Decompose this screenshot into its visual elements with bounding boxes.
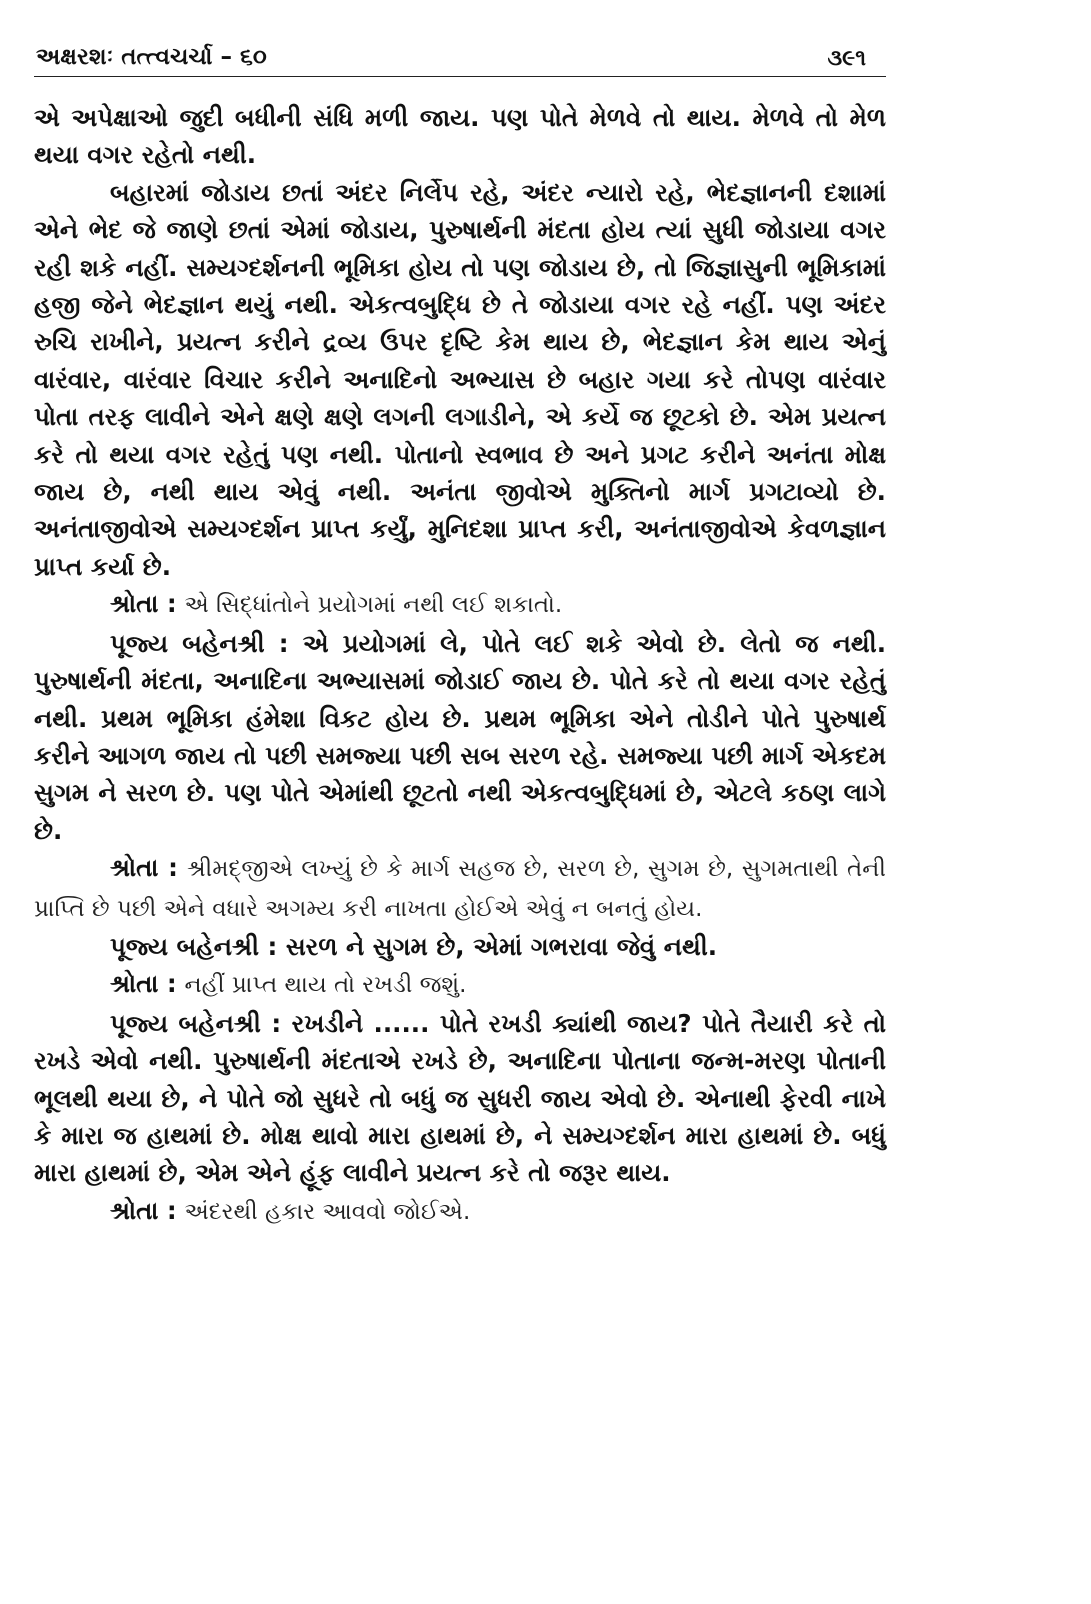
paragraph-0 (34, 99, 886, 174)
paragraph-5 (34, 928, 886, 965)
chapter-title: અક્ષરશઃ તત્ત્વચર્ચા – ૬૦ (36, 44, 267, 70)
paragraph-2 (34, 585, 886, 624)
speaker-label: શ્રોતા : (110, 853, 178, 883)
speaker-label: શ્રોતા : (110, 589, 177, 619)
paragraph-8 (34, 1192, 886, 1231)
speaker-label: પૂજ્ય બહેનશ્રી : (110, 628, 289, 658)
paragraph-text: નહીં પ્રાપ્ત થાય તો રખડી જશું. (184, 972, 467, 999)
paragraph-3 (34, 625, 886, 849)
paragraph-text: શ્રીમદ્જીએ લખ્યું છે કે માર્ગ સહજ છે, સરળ છે, સુગમ છે, સુગમતાથી તેની પ્રાપ્તિ છે પછી એને વધારે અગમ્ય કરી નાખતા હોઈએ એવું ન બનતું હોય. (34, 856, 886, 922)
paragraph-6 (34, 965, 886, 1004)
speaker-label: શ્રોતા : (110, 1195, 177, 1225)
paragraph-1 (34, 174, 886, 585)
paragraph-text: અંદરથી હકાર આવવો જોઈએ. (184, 1198, 471, 1225)
paragraph-text: એ પ્રયોગમાં લે, પોતે લઈ શકે એવો છે. લેતો જ નથી. પુરુષાર્થની મંદતા, અનાદિના અભ્યાસમાં જોડાઈ જાય છે. પોતે કરે તો થયા વગર રહેતું નથી. પ્રથમ ભૂમિકા હંમેશા વિકટ હોય છે. પ્રથમ ભૂમિકા એને તોડીને પોતે પુરુષાર્થ કરીને આગળ જાય તો પછી સમજ્યા પછી સબ સરળ રહે. સમજ્યા પછી માર્ગ એકદમ સુગમ ને સરળ છે. પણ પોતે એમાંથી છૂટતો નથી એકત્વબુદ્ધિમાં છે, એટલે કઠણ લાગે છે. (34, 628, 886, 845)
speaker-label: શ્રોતા : (110, 969, 177, 999)
paragraph-4 (34, 849, 886, 928)
page-body (34, 77, 886, 1231)
speaker-label: પૂજ્ય બહેનશ્રી : (110, 1008, 282, 1038)
running-header (34, 0, 886, 77)
speaker-label: પૂજ્ય બહેનશ્રી : (110, 931, 278, 961)
paragraph-text: એ સિદ્ધાંતોને પ્રયોગમાં નથી લઈ શકાતો. (184, 592, 563, 619)
paragraph-text: બહારમાં જોડાય છતાં અંદર નિર્લેપ રહે, અંદર ન્યારો રહે, ભેદજ્ઞાનની દશામાં એને ભેદ જે જાણે છતાં એમાં જોડાય, પુરુષાર્થની મંદતા હોય ત્યાં સુધી જોડાયા વગર રહી શકે નહીં. સમ્યગ્દર્શનની ભૂમિકા હોય તો પણ જોડાય છે, તો જિજ્ઞાસુની ભૂમિકામાં હજી જેને ભેદજ્ઞાન થયું નથી. એકત્વબુદ્ધિ છે તે જોડાયા વગર રહે નહીં. પણ અંદર રુચિ રાખીને, પ્રયત્ન કરીને દ્રવ્ય ઉપર દૃષ્ટિ કેમ થાય છે, ભેદજ્ઞાન કેમ થાય એનું વારંવાર, વારંવાર વિચાર કરીને અનાદિનો અભ્યાસ છે બહાર ગયા કરે તોપણ વારંવાર પોતા તરફ લાવીને એને ક્ષણે ક્ષણે લગની લગાડીને, એ કર્યે જ છૂટકો છે. એમ પ્રયત્ન કરે તો થયા વગર રહેતું પણ નથી. પોતાનો સ્વભાવ છે અને પ્રગટ કરીને અનંતા મોક્ષ જાય છે, નથી થાય એવું નથી. અનંતા જીવોએ મુક્તિનો માર્ગ પ્રગટાવ્યો છે. અનંતાજીવોએ સમ્યગ્દર્શન પ્રાપ્ત કર્યું, મુનિદશા પ્રાપ્ત કરી, અનંતાજીવોએ કેવળજ્ઞાન પ્રાપ્ત કર્યા છે. (34, 177, 886, 581)
paragraph-text: રખડીને ...... પોતે રખડી ક્યાંથી જાય? પોતે તૈયારી કરે તો રખડે એવો નથી. પુરુષાર્થની મંદતાએ રખડે છે, અનાદિના પોતાના જન્મ-મરણ પોતાની ભૂલથી થયા છે, ને પોતે જો સુધરે તો બધું જ સુધરી જાય એવો છે. એનાથી ફેરવી નાખે કે મારા જ હાથમાં છે. મોક્ષ થાવો મારા હાથમાં છે, ને સમ્યગ્દર્શન મારા હાથમાં છે. બધું મારા હાથમાં છે, એમ એને હૂંફ લાવીને પ્રયત્ન કરે તો જરૂર થાય. (34, 1008, 886, 1188)
paragraph-7 (34, 1005, 886, 1192)
book-page (34, 0, 886, 1231)
paragraph-text: સરળ ને સુગમ છે, એમાં ગભરાવા જેવું નથી. (285, 931, 718, 961)
paragraph-text: એ અપેક્ષાઓ જુદી બધીની સંધિ મળી જાય. પણ પોતે મેળવે તો થાય. મેળવે તો મેળ થયા વગર રહેતો નથી. (34, 103, 886, 170)
page-number: ૩૯૧ (827, 46, 866, 71)
